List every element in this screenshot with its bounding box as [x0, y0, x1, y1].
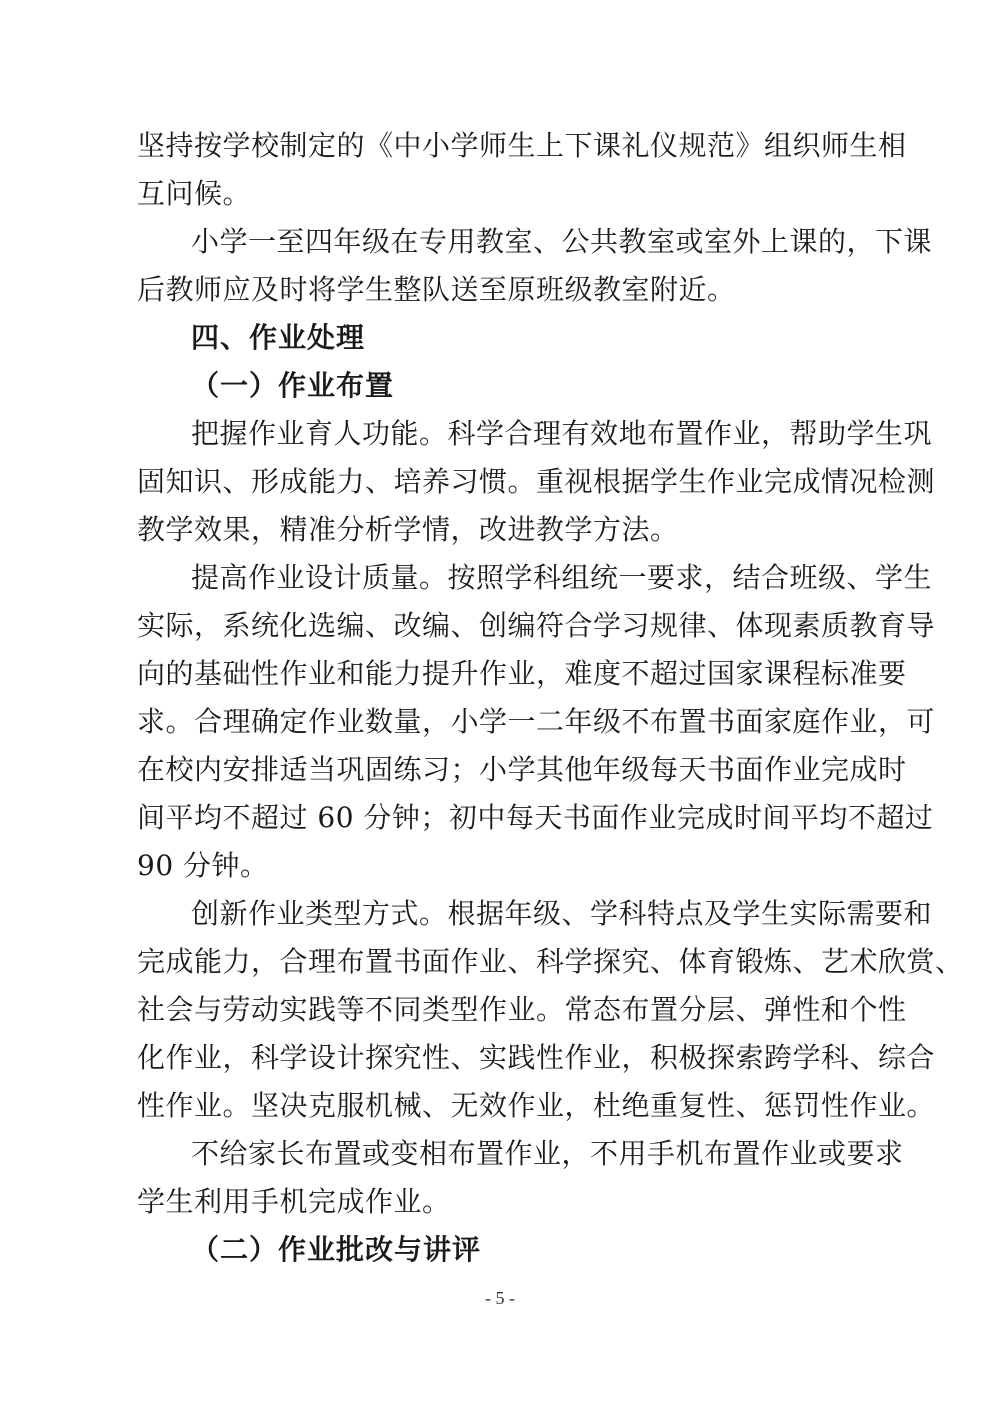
- text-line: 向的基础性作业和能力提升作业，难度不超过国家课程标准要: [137, 657, 907, 690]
- text-line: 在校内安排适当巩固练习；小学其他年级每天书面作业完成时: [137, 753, 907, 786]
- text-line: 提高作业设计质量。按照学科组统一要求，结合班级、学生: [191, 561, 933, 594]
- text-line: 求。合理确定作业数量，小学一二年级不布置书面家庭作业，可: [137, 705, 936, 738]
- text-line: 化作业，科学设计探究性、实践性作业，积极探索跨学科、综合: [137, 1041, 936, 1074]
- text-line: 性作业。坚决克服机械、无效作业，杜绝重复性、惩罚性作业。: [137, 1089, 936, 1122]
- text-line: 后教师应及时将学生整队送至原班级教室附近。: [137, 273, 736, 306]
- text-line: 坚持按学校制定的《中小学师生上下课礼仪规范》组织师生相: [137, 129, 907, 162]
- text-line: 教学效果，精准分析学情，改进教学方法。: [137, 513, 679, 546]
- text-line: 完成能力，合理布置书面作业、科学探究、体育锻炼、艺术欣赏、: [137, 945, 964, 978]
- text-line: 社会与劳动实践等不同类型作业。常态布置分层、弹性和个性: [137, 993, 907, 1026]
- text-line: 小学一至四年级在专用教室、公共教室或室外上课的，下课: [191, 225, 933, 258]
- text-line: 实际，系统化选编、改编、创编符合学习规律、体现素质教育导: [137, 609, 936, 642]
- text-line: 不给家长布置或变相布置作业，不用手机布置作业或要求: [191, 1137, 904, 1170]
- text-line: 固知识、形成能力、培养习惯。重视根据学生作业完成情况检测: [137, 465, 936, 498]
- subsection-heading: （二）作业批改与讲评: [191, 1233, 482, 1266]
- text-line: 把握作业育人功能。科学合理有效地布置作业，帮助学生巩: [191, 417, 933, 450]
- text-line: 间平均不超过 60 分钟；初中每天书面作业完成时间平均不超过: [137, 801, 934, 834]
- subsection-heading: （一）作业布置: [191, 369, 395, 402]
- page-number: - 5 -: [485, 1288, 515, 1308]
- text-line: 学生利用手机完成作业。: [137, 1185, 451, 1218]
- text-line: 90 分钟。: [137, 849, 269, 882]
- text-line: 互问候。: [137, 177, 252, 210]
- section-heading: 四、作业处理: [191, 321, 366, 354]
- text-line: 创新作业类型方式。根据年级、学科特点及学生实际需要和: [191, 897, 933, 930]
